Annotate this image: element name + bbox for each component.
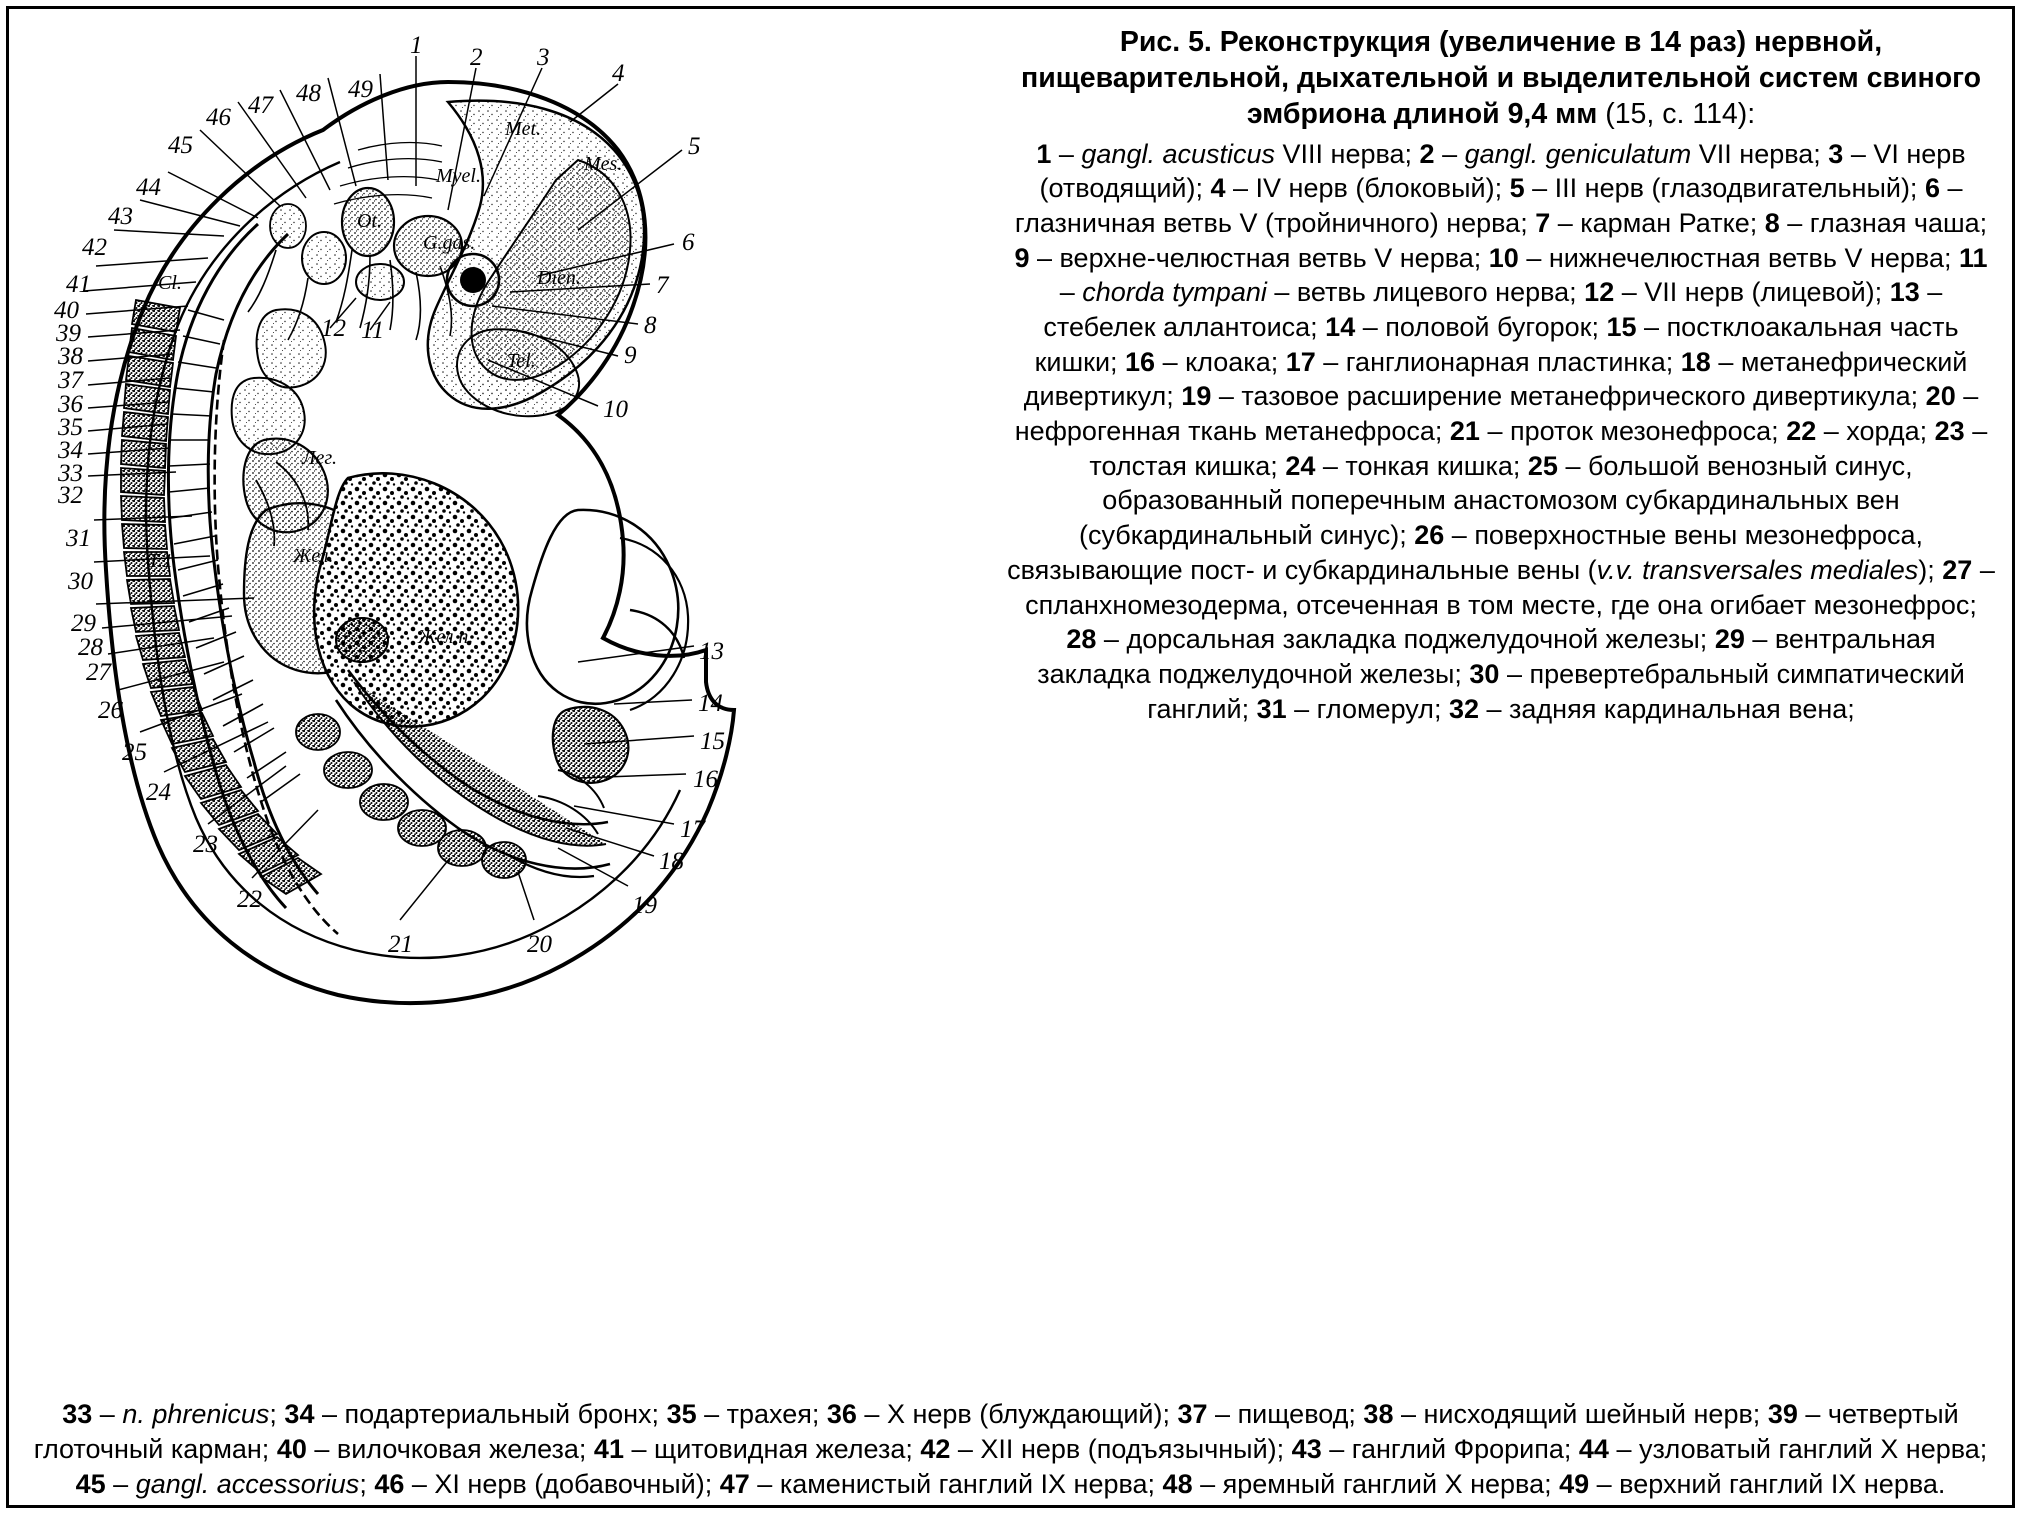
lead-number: 13 bbox=[699, 638, 724, 665]
lead-number: 10 bbox=[603, 396, 628, 423]
lead-number: 29 bbox=[71, 610, 96, 637]
lead-number: 14 bbox=[698, 690, 723, 717]
stomach-and-liver bbox=[244, 473, 518, 726]
lead-number: 34 bbox=[58, 437, 83, 464]
lead-number: 20 bbox=[527, 931, 552, 958]
lead-number: 44 bbox=[136, 174, 161, 201]
lead-number: 36 bbox=[58, 391, 83, 418]
brain-vesicles bbox=[334, 101, 644, 417]
lead-number: 35 bbox=[58, 414, 83, 441]
lead-number: 28 bbox=[78, 634, 103, 661]
label-cervical-segment: Сl. bbox=[158, 272, 182, 294]
lead-number: 31 bbox=[66, 525, 91, 552]
lead-number: 16 bbox=[693, 766, 718, 793]
lead-number: 40 bbox=[54, 297, 79, 324]
lead-number: 33 bbox=[58, 460, 83, 487]
lead-number: 47 bbox=[248, 92, 273, 119]
lead-number: 41 bbox=[66, 271, 91, 298]
lead-number: 6 bbox=[682, 229, 695, 256]
label-mesencephalon: Mes. bbox=[584, 153, 623, 175]
lead-number: 32 bbox=[58, 482, 83, 509]
figure-caption bbox=[983, 10, 2003, 1280]
label-gallbladder: Жел.п. bbox=[418, 626, 474, 648]
caption-source: (15, с. 114): bbox=[1605, 98, 1756, 131]
label-otic-vesicle: Ot. bbox=[357, 210, 382, 232]
lead-number: 38 bbox=[58, 343, 83, 370]
label-thoracic-segment: Т.1 bbox=[148, 550, 173, 572]
label-gasser-ganglion: G.gas. bbox=[423, 232, 476, 254]
lead-number: 7 bbox=[656, 272, 669, 299]
embryo-reconstruction-figure bbox=[18, 10, 983, 1275]
legend-right-column: 1 – gangl. acusticus VIII нерва; 2 – gangl. geniculatum VII нерва; 3 – VI нерв (отводящий); 4 – IV нерв (блоковый); 5 – III нерв (глазодвигательный); 6 – глазничная ветвь V (тройничного) нерва; 7 – карман Ратке; 8 – глазная чаша; 9 – верхне-челюстная ветвь V нерва; 10 – нижнечелюстная ветвь V нерва; 11 – chorda tympani – ветвь лицевого нерва; 12 – VII нерв (лицевой); 13 – стебелек аллантоиса; 14 – половой бугорок; 15 – постклоакальная часть кишки; 16 – клоака; 17 – ганглионарная пластинка; 18 – метанефрический дивертикул; 19 – тазовое расширение метанефрического дивертикула; 20 – нефрогенная ткань метанефроса; 21 – проток мезонефроса; 22 – хорда; 23 – толстая кишка; 24 – тонкая кишка; 25 – большой венозный синус, образованный поперечным анастомозом субкардинальных вен (субкардинальный синус); 26 – поверхностные вены мезонефроса, связывающие пост- и субкардинальные вены (v.v. transversales mediales); 27 – спланхномезодерма, отсеченная в том месте, где она огибает мезонефрос; 28 – дорсальная закладка поджелудочной железы; 29 – вентральная закладка поджелудочной железы; 30 – превертебральный симпатический ганглий; 31 – гломерул; 32 – задняя кардинальная вена; bbox=[1007, 138, 1995, 724]
top-area bbox=[18, 10, 2003, 1280]
lead-number: 5 bbox=[688, 133, 701, 160]
lead-number: 26 bbox=[98, 697, 123, 724]
label-myelencephalon: Myel. bbox=[436, 165, 481, 187]
lead-number: 48 bbox=[296, 80, 321, 107]
lead-number: 3 bbox=[537, 44, 550, 71]
lead-number: 12 bbox=[321, 315, 346, 342]
lead-number: 18 bbox=[659, 848, 684, 875]
lead-number: 4 bbox=[612, 60, 625, 87]
lead-number: 43 bbox=[108, 203, 133, 230]
lead-number: 23 bbox=[193, 831, 218, 858]
lead-number: 21 bbox=[388, 931, 413, 958]
lead-number: 17 bbox=[680, 816, 705, 843]
lead-number: 24 bbox=[146, 779, 171, 806]
lead-number: 46 bbox=[206, 104, 231, 131]
label-metencephalon: Met. bbox=[505, 118, 542, 140]
embryo-diagram-svg bbox=[18, 10, 983, 1275]
caption-title-bold: Рис. 5. Реконструкция (увеличение в 14 раз) нервной, пищеварительной, дыхательной и выделительной систем свиного эмбриона длиной 9,4 мм bbox=[1020, 26, 1982, 131]
lead-number: 22 bbox=[237, 886, 262, 913]
lead-number: 25 bbox=[122, 739, 147, 766]
label-lung: Лег. bbox=[302, 447, 337, 469]
lead-number: 2 bbox=[470, 44, 483, 71]
label-telencephalon: Tel. bbox=[507, 350, 536, 372]
lead-number: 42 bbox=[82, 234, 107, 261]
lead-number: 15 bbox=[700, 728, 725, 755]
pharyngeal-derivatives bbox=[232, 309, 326, 454]
lead-number: 1 bbox=[410, 32, 423, 59]
label-stomach: Жел. bbox=[293, 545, 334, 567]
lead-number: 37 bbox=[58, 367, 83, 394]
label-diencephalon: Dien. bbox=[537, 267, 581, 289]
lead-number: 27 bbox=[86, 659, 111, 686]
lead-number: 9 bbox=[624, 342, 637, 369]
lead-number: 30 bbox=[68, 568, 93, 595]
lead-number: 11 bbox=[361, 317, 385, 344]
lead-number: 8 bbox=[644, 312, 657, 339]
lead-number: 19 bbox=[632, 892, 657, 919]
legend-bottom-block: 33 – n. phrenicus; 34 – подартериальный бронх; 35 – трахея; 36 – X нерв (блуждающий); 37 – пищевод; 38 – нисходящий шейный нерв; 39 – четвертый глоточный карман; 40 – вилочковая железа; 41 – щитовидная железа; 42 – XII нерв (подъязычный); 43 – ганглий Фрорипа; 44 – узловатый ганглий X нерва; 45 – gangl. accessorius; 46 – XI нерв (добавочный); 47 – каменистый ганглий IX нерва; 48 – яремный ганглий X нерва; 49 – верхний ганглий IX нерва. bbox=[33, 1398, 1988, 1499]
lead-number: 45 bbox=[168, 132, 193, 159]
lead-number: 49 bbox=[348, 76, 373, 103]
caption-title bbox=[1007, 24, 1995, 133]
lead-number: 39 bbox=[56, 320, 81, 347]
